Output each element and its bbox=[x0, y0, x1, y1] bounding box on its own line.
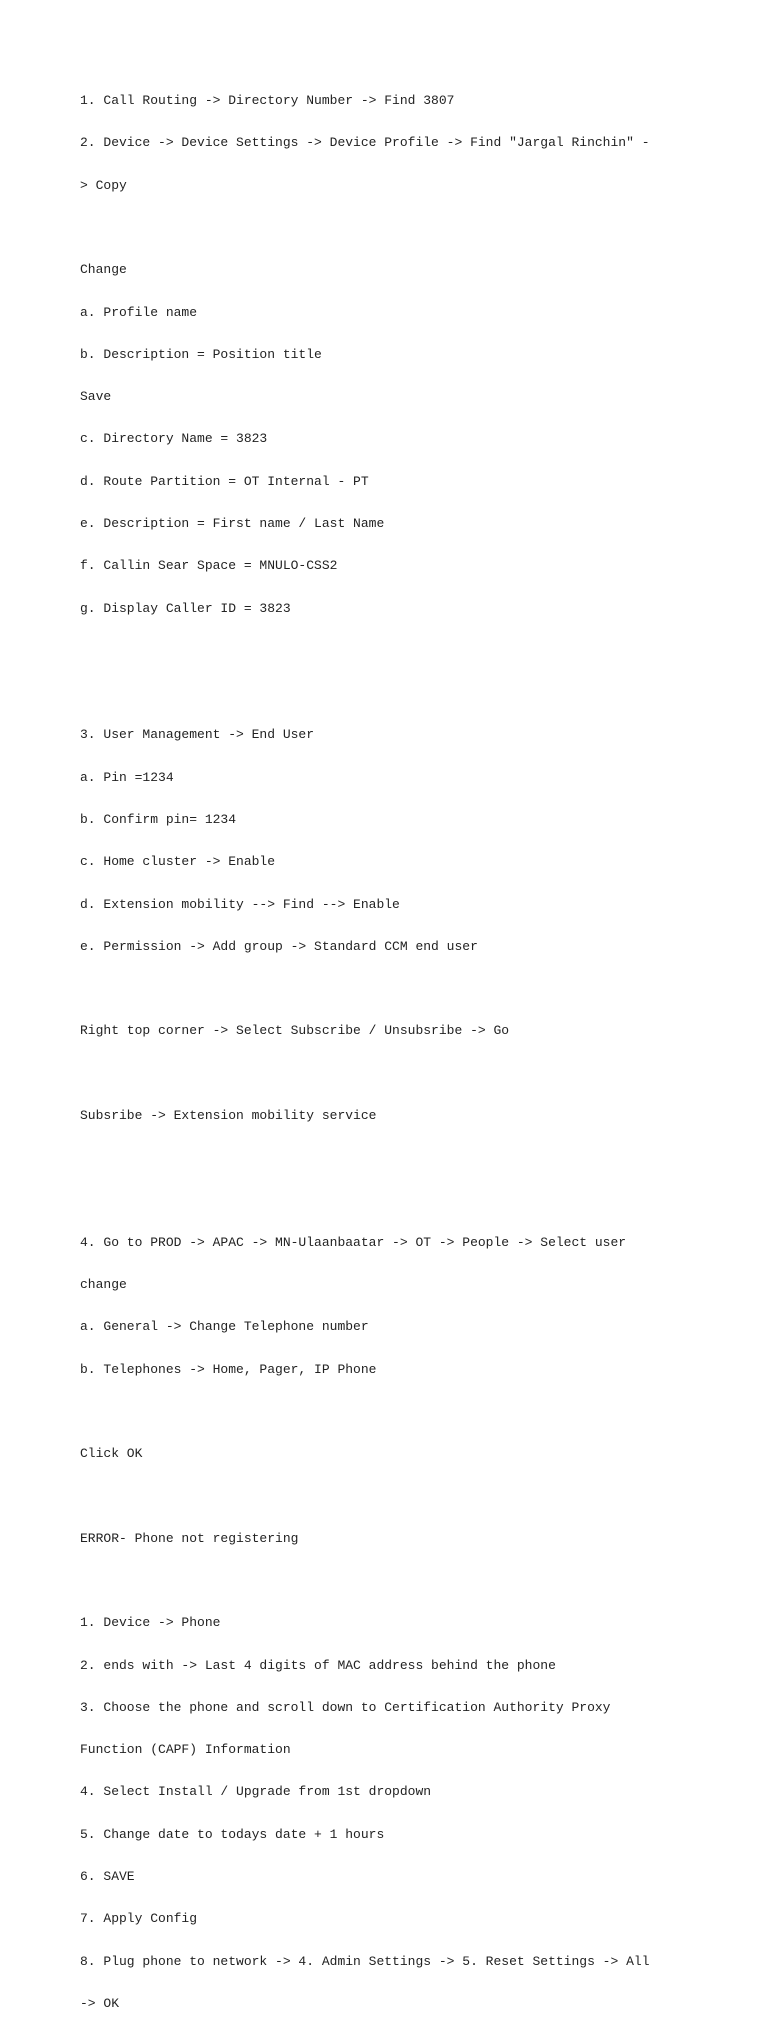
blank-line bbox=[80, 1151, 700, 1165]
blank-line bbox=[80, 221, 700, 235]
user-item-d: d. Extension mobility --> Find --> Enable bbox=[80, 896, 400, 912]
fix-step-3: 3. Choose the phone and scroll down to Certification Authority Proxy bbox=[80, 1699, 611, 1715]
fix-step-2: 2. ends with -> Last 4 digits of MAC address behind the phone bbox=[80, 1657, 556, 1673]
fix-step-6: 6. SAVE bbox=[80, 1869, 135, 1884]
subscribe-instruction: Right top corner -> Select Subscribe / Unsubsribe -> Go bbox=[80, 1023, 510, 1039]
blank-line bbox=[80, 1574, 700, 1588]
step-1-call-routing: 1. Call Routing -> Directory Number -> Find 3807 bbox=[80, 93, 455, 109]
blank-line bbox=[80, 686, 700, 700]
fix-step-4: 4. Select Install / Upgrade from 1st dropdown bbox=[80, 1784, 432, 1800]
document-body bbox=[80, 66, 700, 2025]
fix-step-8: 8. Plug phone to network -> 4. Admin Settings -> 5. Reset Settings -> All bbox=[80, 1953, 650, 1969]
save-item-g: g. Display Caller ID = 3823 bbox=[80, 600, 291, 616]
click-ok: Click OK bbox=[80, 1446, 143, 1462]
save-item-c: c. Directory Name = 3823 bbox=[80, 431, 268, 447]
step-4-go-to-prod: 4. Go to PROD -> APAC -> MN-Ulaanbaatar -> OT -> People -> Select user bbox=[80, 1234, 627, 1250]
user-item-b: b. Confirm pin= 1234 bbox=[80, 811, 237, 827]
prod-item-a: a. General -> Change Telephone number bbox=[80, 1319, 369, 1335]
user-item-a: a. Pin =1234 bbox=[80, 769, 174, 785]
blank-line bbox=[80, 982, 700, 996]
user-item-e: e. Permission -> Add group -> Standard CCM end user bbox=[80, 938, 478, 954]
step-2-continued: > Copy bbox=[80, 177, 127, 193]
fix-step-3-continued: Function (CAPF) Information bbox=[80, 1742, 291, 1758]
subscribe-service: Subsribe -> Extension mobility service bbox=[80, 1107, 377, 1123]
step-3-user-management: 3. User Management -> End User bbox=[80, 727, 315, 743]
change-heading: Change bbox=[80, 262, 127, 278]
save-item-e: e. Description = First name / Last Name bbox=[80, 516, 385, 531]
prod-item-b: b. Telephones -> Home, Pager, IP Phone bbox=[80, 1361, 377, 1377]
fix-step-7: 7. Apply Config bbox=[80, 1911, 198, 1927]
fix-step-1: 1. Device -> Phone bbox=[80, 1615, 221, 1631]
change-item-a: a. Profile name bbox=[80, 304, 198, 320]
fix-step-8-continued: -> OK bbox=[80, 1995, 120, 2011]
blank-line bbox=[80, 644, 700, 658]
blank-line bbox=[80, 1067, 700, 1081]
save-heading: Save bbox=[80, 389, 112, 405]
fix-step-5: 5. Change date to todays date + 1 hours bbox=[80, 1826, 385, 1842]
user-item-c: c. Home cluster -> Enable bbox=[80, 854, 276, 870]
step-4-continued: change bbox=[80, 1277, 127, 1293]
save-item-f: f. Callin Sear Space = MNULO-CSS2 bbox=[80, 558, 338, 574]
save-item-d: d. Route Partition = OT Internal - PT bbox=[80, 473, 369, 489]
blank-line bbox=[80, 1489, 700, 1503]
step-2-device-profile: 2. Device -> Device Settings -> Device Profile -> Find "Jargal Rinchin" - bbox=[80, 135, 650, 151]
change-item-b: b. Description = Position title bbox=[80, 346, 322, 362]
blank-line bbox=[80, 1194, 700, 1208]
blank-line bbox=[80, 1405, 700, 1419]
error-heading: ERROR- Phone not registering bbox=[80, 1530, 299, 1546]
